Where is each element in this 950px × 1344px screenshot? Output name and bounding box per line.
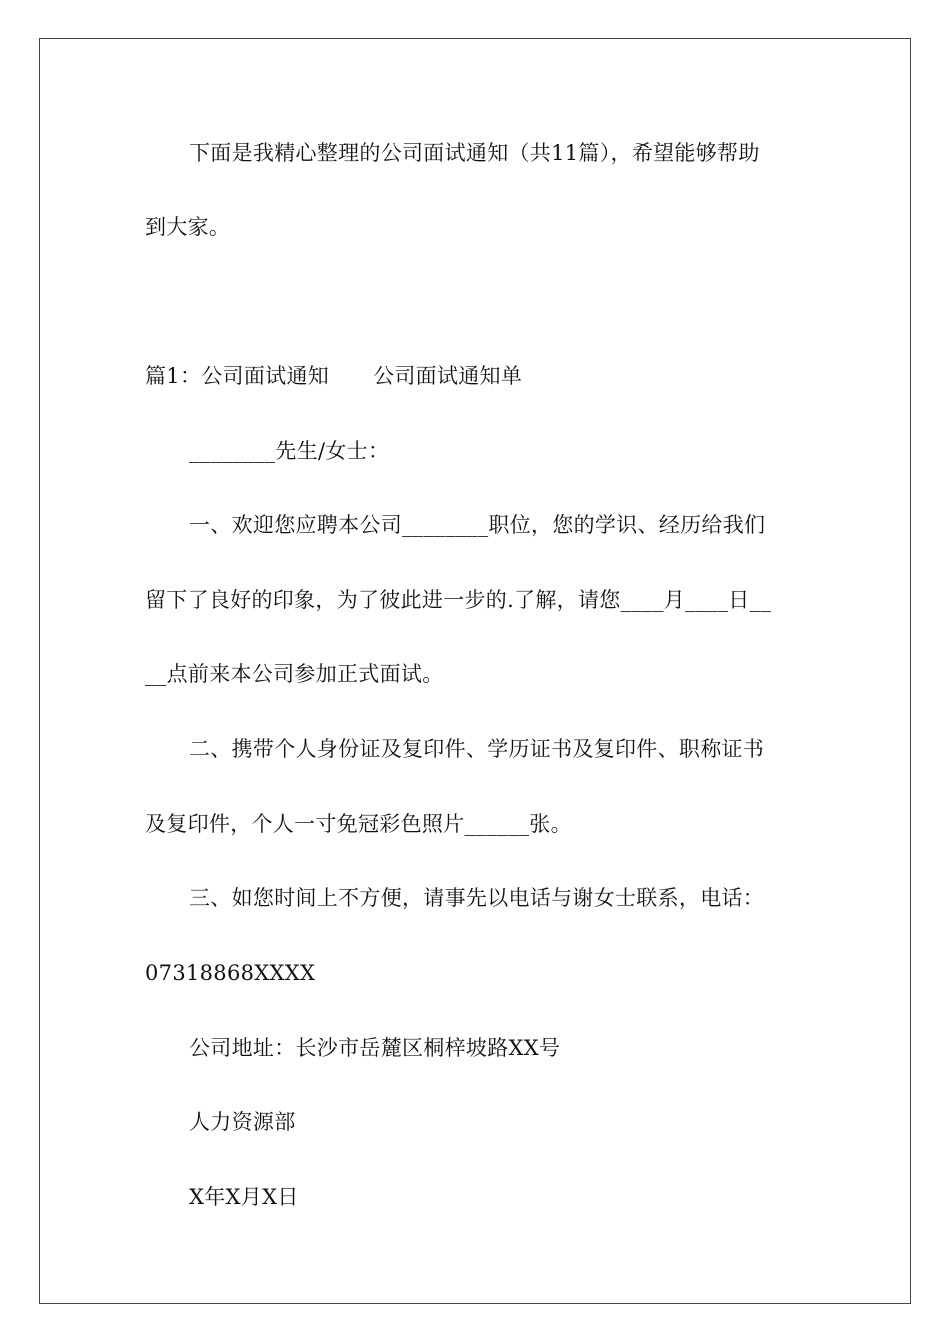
item3-line-1: 三、如您时间上不方便，请事先以电话与谢女士联系，电话：	[189, 886, 765, 910]
department: 人力资源部	[189, 1110, 296, 1134]
section-heading	[145, 362, 522, 390]
item2-line-1: 二、携带个人身份证及复印件、学历证书及复印件、职称证书	[189, 737, 765, 761]
salutation: ________先生/女士：	[189, 439, 390, 463]
company-address: 公司地址：长沙市岳麓区桐梓坡路XX号	[189, 1036, 561, 1060]
item3-line-2: 07318868XXXX	[145, 961, 316, 985]
item1-line-3: __点前来本公司参加正式面试。	[145, 662, 444, 686]
item2-line-2: 及复印件，个人一寸免冠彩色照片______张。	[145, 812, 572, 836]
item1-line-1: 一、欢迎您应聘本公司________职位，您的学识、经历给我们	[189, 513, 766, 537]
item1-line-2: 留下了良好的印象，为了彼此进一步的.了解，请您____月____日__	[145, 588, 772, 612]
date: X年X月X日	[189, 1185, 299, 1209]
intro-line-2: 到大家。	[145, 215, 231, 239]
intro-line-1: 下面是我精心整理的公司面试通知（共11篇），希望能够帮助	[189, 141, 760, 165]
heading-subtitle: 公司面试通知单	[373, 364, 523, 388]
heading-title: 篇1：公司面试通知	[145, 364, 330, 388]
